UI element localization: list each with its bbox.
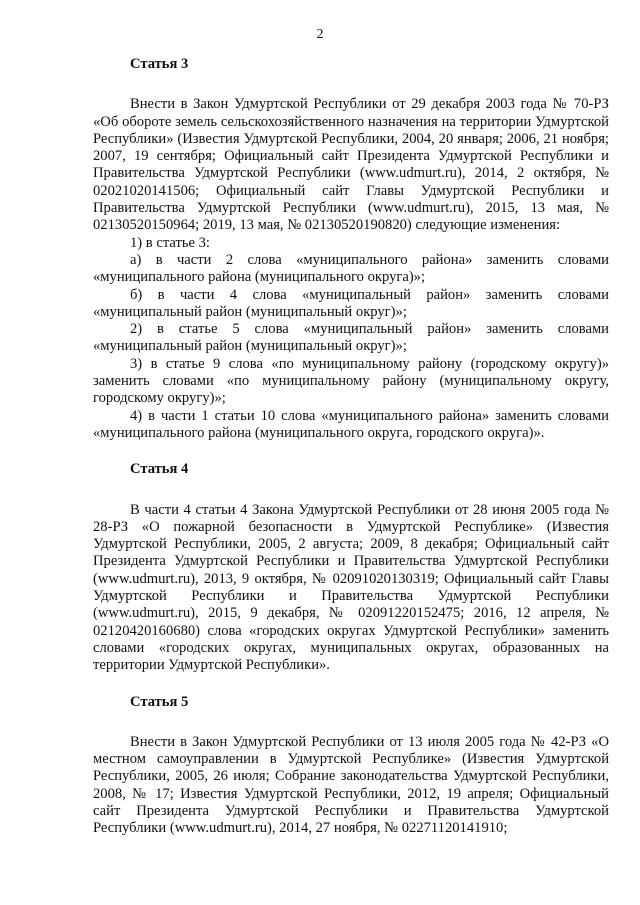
- paragraph: В части 4 статьи 4 Закона Удмуртской Республики от 28 июня 2005 года № 28-РЗ «О пожарной безопасности в Удмуртской Республике» (Известия Удмуртской Республики, 2005, 2 августа; 2009, 8 декабря; Официальный сайт Президента Удмуртской Республики и Правительства Удмуртской Республики (www.udmurt.ru), 2013, 9 октября, № 02091020130319; Официальный сайт Главы Удмуртской Республики и Правительства Удмуртской Республики (www.udmurt.ru), 2015, 9 декабря, № 02091220152475; 2016, 12 апреля, № 02120420160680) слова «городских округах Удмуртской Республики» заменить словами «городских округах, муниципальных округах, образованных на территории Удмуртской Республики».: [93, 501, 609, 674]
- paragraph: а) в части 2 слова «муниципального района» заменить словами «муниципального района (муниципального округа)»;: [93, 251, 609, 286]
- paragraph: 3) в статье 9 слова «по муниципальному району (городскому округу)» заменить словами «по муниципальному району (муниципальному округу, городскому округу)»;: [93, 355, 609, 407]
- article-title: Статья 3: [130, 56, 189, 72]
- page-number: 2: [316, 27, 324, 42]
- paragraph: Внести в Закон Удмуртской Республики от 29 декабря 2003 года № 70-РЗ «Об обороте земель сельскохозяйственного назначения на территории Удмуртской Республики» (Известия Удмуртской Республики, 2004, 20 января; 2006, 21 ноября; 2007, 19 сентября; Официальный сайт Президента Удмуртской Республики и Правительства Удмуртской Республики (www.udmurt.ru), 2014, 2 октября, № 02021020141506; Официальный сайт Главы Удмуртской Республики и Правительства Удмуртской Республики (www.udmurt.ru), 2015, 13 мая, № 02130520150964; 2019, 13 мая, № 02130520190820) следующие изменения:: [93, 96, 609, 234]
- paragraph: б) в части 4 слова «муниципальный район» заменить словами «муниципальный район (муниципальный округ)»;: [93, 286, 609, 320]
- paragraph: 2) в статье 5 слова «муниципальный район» заменить словами «муниципальный район (муниципальный округ)»;: [93, 321, 609, 355]
- paragraph: 1) в статье 3:: [130, 234, 210, 251]
- spacer: [93, 675, 609, 694]
- article-title: Статья 4: [130, 461, 189, 478]
- paragraph: 4) в части 1 статьи 10 слова «муниципального района» заменить словами «муниципального района (муниципального округа, городского округа)».: [93, 407, 609, 441]
- spacer: [93, 442, 609, 461]
- paragraph: Внести в Закон Удмуртской Республики от 13 июля 2005 года № 42-РЗ «О местном самоуправлении в Удмуртской Республике» (Известия Удмуртской Республики, 2005, 26 июля; Собрание законодательства Удмуртской Республики, 2008, № 17; Известия Удмуртской Республики, 2012, 19 апреля; Официальный сайт Президента Удмуртской Республики и Правительства Удмуртской Республики (www.udmurt.ru), 2014, 27 ноября, № 02271120141910;: [93, 733, 609, 837]
- article-3: [93, 56, 609, 442]
- document-body: [93, 56, 609, 838]
- article-title: Статья 5: [130, 693, 189, 710]
- article-4: [93, 461, 609, 674]
- article-5: [93, 694, 609, 838]
